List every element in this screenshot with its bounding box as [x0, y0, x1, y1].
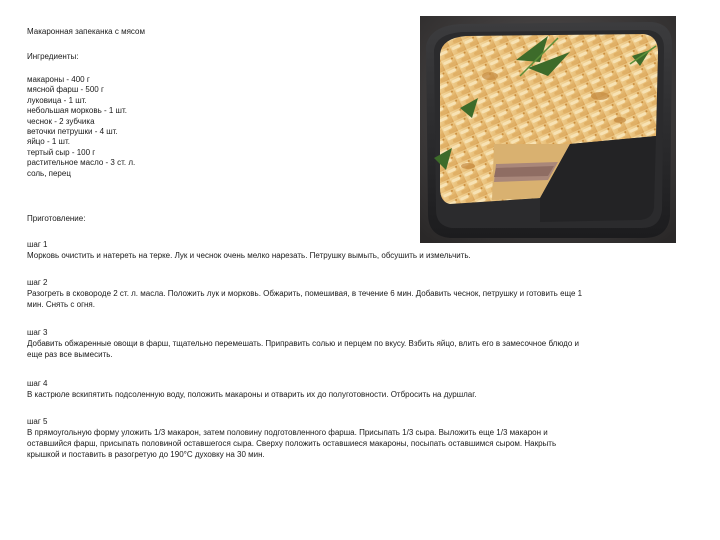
- ingredient-item: тертый сыр - 100 г: [27, 147, 96, 157]
- step-title: шаг 4: [27, 379, 48, 388]
- step-text: Добавить обжаренные овощи в фарш, тщательно перемешать. Приправить солью и перцем по вкусу. Взбить яйцо, влить его в замесочное блюдо и еще раз все вымесить.: [27, 339, 579, 359]
- ingredient-item: мясной фарш - 500 г: [27, 85, 104, 95]
- ingredients-list: [27, 75, 135, 179]
- ingredient-item: растительное масло - 3 ст. л.: [27, 158, 136, 168]
- casserole-illustration: [420, 16, 676, 243]
- step-text: В кастрюле вскипятить подсоленную воду, положить макароны и отварить их до полуготовности. Отбросить на дуршлаг.: [27, 390, 477, 399]
- step-3-block: [27, 327, 587, 360]
- ingredient-item: соль, перец: [27, 168, 71, 178]
- step-text: Разогреть в сковороде 2 ст. л. масла. Положить лук и морковь. Обжарить, помешивая, в течение 6 мин. Добавить чеснок, петрушку и готовить еще 1 мин. Снять с огня.: [27, 289, 583, 309]
- step-4-block: [27, 378, 587, 400]
- casserole-photo: [420, 16, 676, 243]
- step-text: Морковь очистить и натереть на терке. Лук и чеснок очень мелко нарезать. Петрушку вымыть, обсушить и измельчить.: [27, 251, 471, 260]
- ingredient-item: яйцо - 1 шт.: [27, 137, 70, 147]
- step-title: шаг 3: [27, 328, 48, 337]
- ingredient-item: небольшая морковь - 1 шт.: [27, 106, 127, 116]
- ingredient-item: чеснок - 2 зубчика: [27, 116, 95, 126]
- step-2-block: [27, 277, 587, 310]
- step-title: шаг 1: [27, 240, 48, 249]
- preparation-heading: Приготовление:: [27, 214, 86, 223]
- recipe-title: Макаронная запеканка с мясом: [27, 27, 145, 36]
- step-title: шаг 2: [27, 278, 48, 287]
- step-text: В прямоугольную форму уложить 1/3 макарон, затем половину подготовленного фарша. Присыпать 1/3 сыра. Выложить еще 1/3 макарон и оставшийся фарш, присыпать половиной оставшегося сыра. Сверху положить оставшиеся макароны, посыпать оставшимся сыром. Накрыть крышкой и поставить в разогретую до 190°С духовку на 30 мин.: [27, 428, 557, 459]
- step-5-block: [27, 416, 587, 460]
- ingredient-item: веточки петрушки - 4 шт.: [27, 126, 118, 136]
- ingredient-item: макароны - 400 г: [27, 75, 90, 84]
- ingredient-item: луковица - 1 шт.: [27, 95, 87, 105]
- step-title: шаг 5: [27, 417, 48, 426]
- ingredients-heading: Ингредиенты:: [27, 52, 79, 61]
